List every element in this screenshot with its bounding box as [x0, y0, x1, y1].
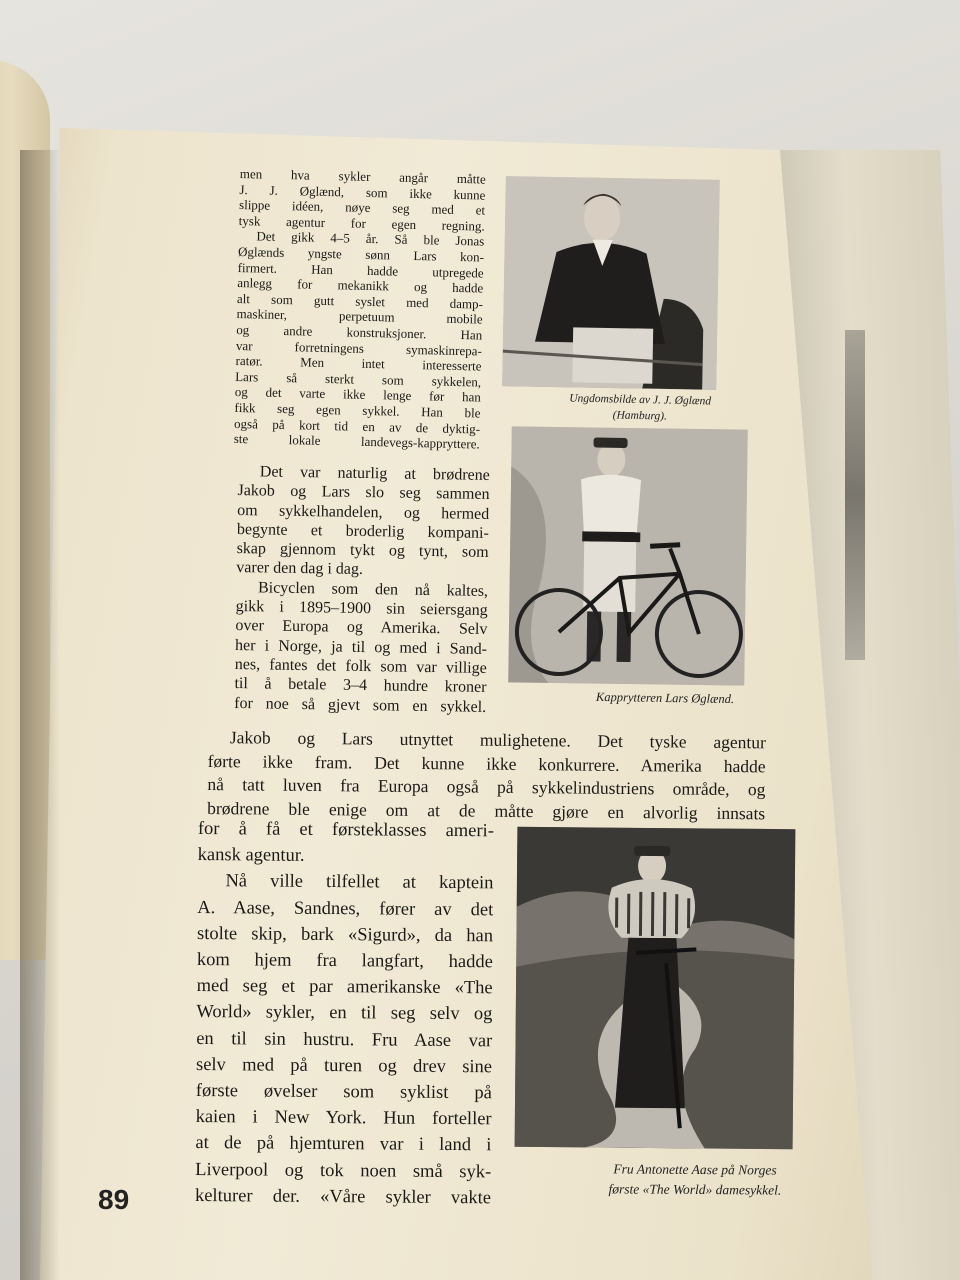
text-line: med seg et par amerikanske «The	[196, 976, 493, 999]
text-line: Nå ville tilfellet at kaptein	[225, 871, 494, 894]
text-line: maskiner, perpetuum mobile	[236, 306, 483, 327]
text-line: fikk seg egen sykkel. Han ble	[234, 399, 481, 421]
caption-photo1	[540, 390, 741, 426]
text-line: men hva sykler angår måtte	[239, 166, 486, 187]
text-line: J. J. Øglænd, som ikke kunne	[239, 181, 486, 203]
spine-shadow	[20, 150, 60, 1280]
text-full-width	[207, 726, 766, 825]
text-line: Bicyclen som den nå kaltes,	[257, 579, 489, 600]
caption-photo3-line1: Fru Antonette Aase på Norges	[613, 1161, 777, 1178]
text-line: over Europa og Amerika. Selv	[235, 617, 488, 639]
text-line: til å betale 3–4 hundre kroner	[234, 675, 487, 697]
cyclist-with-bicycle-icon	[508, 426, 748, 685]
text-line: Jakob og Lars slo seg sammen	[237, 482, 490, 504]
text-line: anlegg for mekanikk og hadde	[237, 275, 484, 296]
caption-photo1-line2: (Hamburg).	[612, 409, 668, 423]
text-line: kelturer der. «Våre sykler vakte	[194, 1185, 492, 1209]
text-line: alt som gutt syslet med damp-	[236, 290, 484, 312]
caption-photo3-line2: første «The World» damesykkel.	[608, 1181, 782, 1198]
text-line: tysk agentur for egen regning.	[238, 212, 485, 234]
text-line: og andre konstruksjoner. Han	[236, 321, 483, 343]
text-line: første øvelser som syklist på	[195, 1081, 492, 1104]
text-line: Det gikk 4–5 år. Så ble Jonas	[256, 228, 485, 249]
text-line: om sykkelhandelen, og hermed	[237, 501, 490, 523]
text-line: kaien i New York. Hun forteller	[195, 1107, 492, 1130]
text-line: varer den dag i dag.	[236, 559, 364, 579]
text-line: selv med på turen og drev sine	[195, 1054, 493, 1078]
text-line: Lars så sterkt som sykkelen,	[235, 368, 482, 390]
text-line: nå tatt luven fra Europa også på sykkelindustriens område, og	[207, 773, 766, 800]
caption-photo3	[570, 1159, 820, 1201]
portrait-photo-jj-oglaend	[502, 176, 720, 390]
portrait-silhouette-icon	[502, 176, 720, 390]
text-line: skap gjennom tykt og tynt, som	[236, 540, 489, 562]
text-line: World» sykler, en til seg selv og	[196, 1002, 493, 1025]
page-number: 89	[98, 1184, 130, 1215]
text-line: var forretningens symaskinrepa-	[235, 337, 483, 359]
caption-photo1-line1: Ungdomsbilde av J. J. Øglænd	[569, 392, 712, 408]
text-line: Det var naturlig at brødrene	[259, 463, 490, 484]
woman-with-bicycle-icon	[515, 827, 796, 1149]
text-line: Liverpool og tok noen små syk-	[195, 1159, 492, 1182]
text-line: stolte skip, bark «Sigurd», da han	[196, 923, 494, 947]
text-column-bottom	[195, 816, 494, 1211]
text-line: firmert. Han hadde utpregede	[237, 259, 484, 281]
text-line: gikk i 1895–1900 sin seiersgang	[235, 598, 488, 620]
text-line: her i Norge, ja til og med i Sand-	[234, 636, 488, 658]
text-line: kansk agentur.	[197, 845, 305, 867]
text-column-middle	[234, 462, 490, 717]
text-column-top	[234, 166, 486, 452]
text-line: for å få et førsteklasses ameri-	[197, 818, 494, 842]
caption-photo2: Kapprytteren Lars Øglænd.	[595, 689, 735, 707]
text-line: Øglænds yngste sønn Lars kon-	[237, 243, 485, 265]
text-line: ste lokale landevegs-kappryttere.	[233, 431, 480, 452]
text-line: begynte et broderlig kompani-	[236, 520, 490, 542]
text-line: Jakob og Lars utnyttet mulighetene. Det tyske agentur	[229, 727, 766, 753]
text-line: for noe så gjevt som en sykkel.	[234, 694, 487, 716]
text-line: og det varte ikke lenge før han	[234, 384, 481, 405]
text-line: førte ikke fram. Det kunne ikke konkurrere. Amerika hadde	[207, 750, 766, 776]
text-line: at de på hjemturen var i land i	[195, 1133, 492, 1156]
text-line: kom hjem fra langfart, hadde	[196, 950, 493, 973]
text-line: en til sin hustru. Fru Aase var	[196, 1028, 493, 1051]
text-line: brødrene ble enige om at de måtte gjøre en alvorlig innsats	[207, 797, 766, 823]
text-line: slippe idéen, nøye seg med et	[238, 197, 486, 218]
text-line: også på kort tid en av de dyktig-	[233, 415, 481, 437]
text-line: A. Aase, Sandnes, fører av det	[197, 897, 494, 920]
photo-racer-lars-oglaend	[508, 426, 748, 685]
text-line: ratør. Men intet interesserte	[235, 353, 482, 374]
photo-antonette-aase	[515, 827, 796, 1149]
text-line: nes, fantes det folk som var villige	[234, 655, 487, 677]
